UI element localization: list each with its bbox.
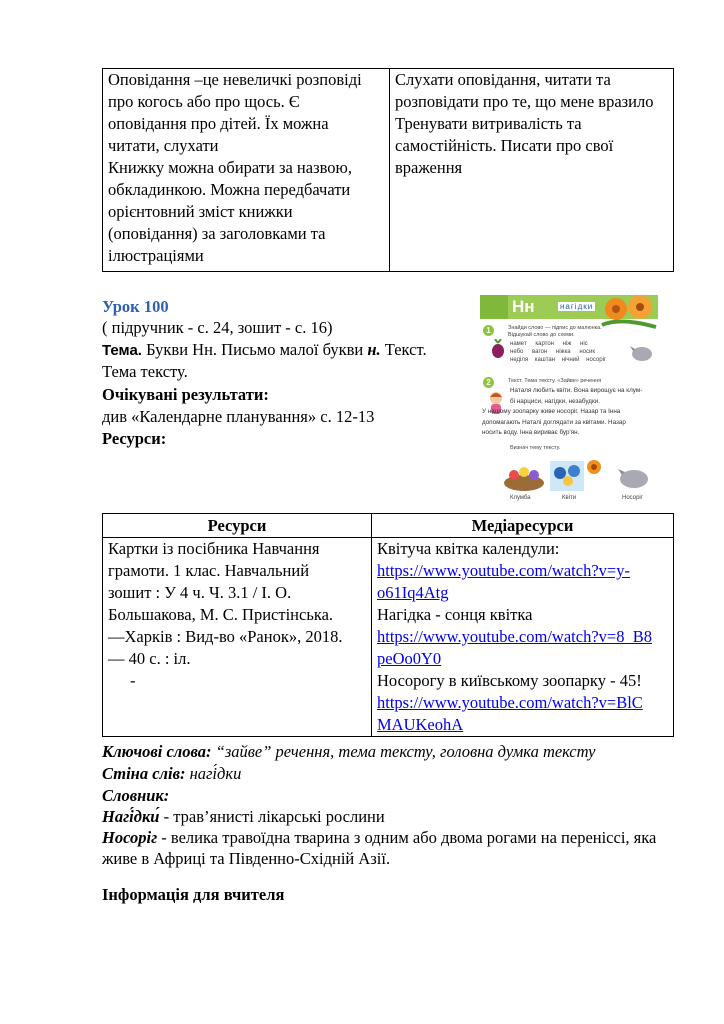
topic-label: Тема. — [102, 342, 142, 359]
text-line: ілюстраціями — [108, 246, 204, 265]
text-line: читати, слухати — [108, 136, 219, 155]
header-resources: Ресурси — [103, 514, 372, 538]
media-title: Нагідка - сонця квітка — [377, 605, 533, 624]
text-line: - — [130, 671, 136, 690]
task1b-text: Відшукай слово до схеми. — [508, 332, 575, 338]
media-title: Носорогу в київському зоопарку - 45! — [377, 671, 642, 690]
topic-letter: н. — [367, 340, 381, 359]
word-wall — [102, 763, 241, 785]
beet-icon — [490, 339, 506, 361]
resources-cell — [103, 538, 372, 737]
text-line: грамоти. 1 клас. Навчальний — [108, 561, 310, 580]
text-line: Книжку можна обирати за назвою, — [108, 158, 352, 177]
media-cell — [372, 538, 674, 737]
wall-label: Стіна слів: — [102, 764, 186, 783]
media-link[interactable]: o61Iq4Atg — [377, 583, 449, 602]
text-line: самостійність. Писати про свої — [395, 136, 614, 155]
words-row: небо вагон ніжка носик — [510, 349, 595, 355]
text-line: враження — [395, 158, 463, 177]
media-link[interactable]: https://www.youtube.com/watch?v=y- — [377, 561, 630, 580]
media-link[interactable]: https://www.youtube.com/watch?v=8_B8 — [377, 627, 652, 646]
resources-label: Ресурси: — [102, 429, 167, 448]
entry-word: Носоріг — [102, 828, 158, 847]
text-line: розповідати про те, що мене вразило — [395, 92, 654, 111]
dictionary-entry — [102, 806, 385, 828]
dictionary-entry-cont: живе в Африці та Південно-Східній Азії. — [102, 849, 391, 868]
entry-word: Нагі́дки́ — [102, 807, 160, 826]
text-line: —Харків : Вид-во «Ранок», 2018. — [108, 627, 343, 646]
keywords-text: “зайве” речення, тема тексту, головна думка тексту — [211, 742, 596, 761]
topic-text: Букви Нн. Письмо малої букви — [141, 340, 368, 359]
flower-illustration — [600, 295, 658, 329]
book-word: нагідки — [560, 302, 594, 311]
expected-label: Очікувані результати: — [102, 385, 269, 404]
text-line: Слухати оповідання, читати та — [395, 70, 611, 89]
text-line: Оповідання –це невеличкі розповіді — [108, 70, 362, 89]
media-title: Квітуча квітка календули: — [377, 539, 560, 558]
caption: Квіти — [562, 495, 577, 501]
text-line: зошит : У 4 ч. Ч. 3.1 / І. О. — [108, 583, 292, 602]
text-line: Картки із посібника Навчання — [108, 539, 320, 558]
textbook-page-image — [480, 295, 658, 507]
header-media: Медіаресурси — [372, 514, 674, 538]
wall-text: нагі́дки — [185, 764, 242, 783]
text-line: (оповідання) за заголовками та — [108, 224, 326, 243]
task2-text: Текст. Тема тексту. «Зайве» речення — [508, 378, 602, 384]
dictionary-label: Словник: — [102, 786, 170, 805]
lesson-title: Урок 100 — [102, 297, 169, 316]
keywords — [102, 741, 595, 763]
task1-text: Знайди слово — підпис до малюнка. — [508, 325, 602, 331]
task-number: 1 — [483, 325, 494, 336]
pictures-row — [502, 457, 652, 493]
text-line: про когось або про щось. Є — [108, 92, 300, 111]
resources-table — [102, 513, 674, 737]
text-line: Большакова, М. С. Пристінська. — [108, 605, 334, 624]
words-row: намет картон ніж ніс — [510, 341, 588, 347]
objectives-table — [102, 68, 674, 272]
outcomes-cell — [390, 69, 674, 272]
caption: Клумба — [510, 495, 531, 501]
text-line: орієнтовний зміст книжки — [108, 202, 293, 221]
rhino-icon — [630, 341, 654, 363]
entry-text: - велика травоїдна тварина з одним або двома рогами на переніссі, яка — [157, 828, 657, 847]
media-link[interactable]: MAUKeohA — [377, 715, 464, 734]
content-cell — [103, 69, 390, 272]
caption: Носоріг — [622, 495, 643, 501]
lesson-pages: ( підручник - с. 24, зошит - с. 16) — [102, 318, 333, 337]
topic-text-end: Текст. — [380, 340, 427, 359]
text-line: оповідання про дітей. Їх можна — [108, 114, 329, 133]
teacher-info-heading: Інформація для вчителя — [102, 885, 285, 904]
task3-text: Визнач тему тексту. — [510, 445, 561, 451]
text-line: обкладинкою. Можна передбачати — [108, 180, 351, 199]
book-letters: Нн — [512, 297, 535, 316]
keywords-label: Ключові слова: — [102, 742, 212, 761]
lesson-topic — [102, 339, 427, 362]
task-number: 2 — [483, 377, 494, 388]
media-link[interactable]: https://www.youtube.com/watch?v=BlC — [377, 693, 643, 712]
topic-line2: Тема тексту. — [102, 362, 188, 381]
dictionary-entry — [102, 827, 656, 849]
entry-text: - трав’янисті лікарські рослини — [159, 807, 385, 826]
text-line: — 40 с. : іл. — [108, 649, 191, 668]
media-link[interactable]: peOo0Y0 — [377, 649, 442, 668]
book-text: Наталя любить квіти. Вона вирощує на клум- бі нарциси, нагідки, незабудки. У нашому зоопарку живе носоріг. Назар та Інна допомагають Наталі доглядати за квітами. Назар носить воду. Інна вириває бур'ян. — [482, 387, 643, 436]
words-row: неділя каштан нічний носоріг — [510, 357, 607, 363]
text-line: Тренувати витривалість та — [395, 114, 582, 133]
expected-text: див «Календарне планування» с. 12-13 — [102, 407, 375, 426]
